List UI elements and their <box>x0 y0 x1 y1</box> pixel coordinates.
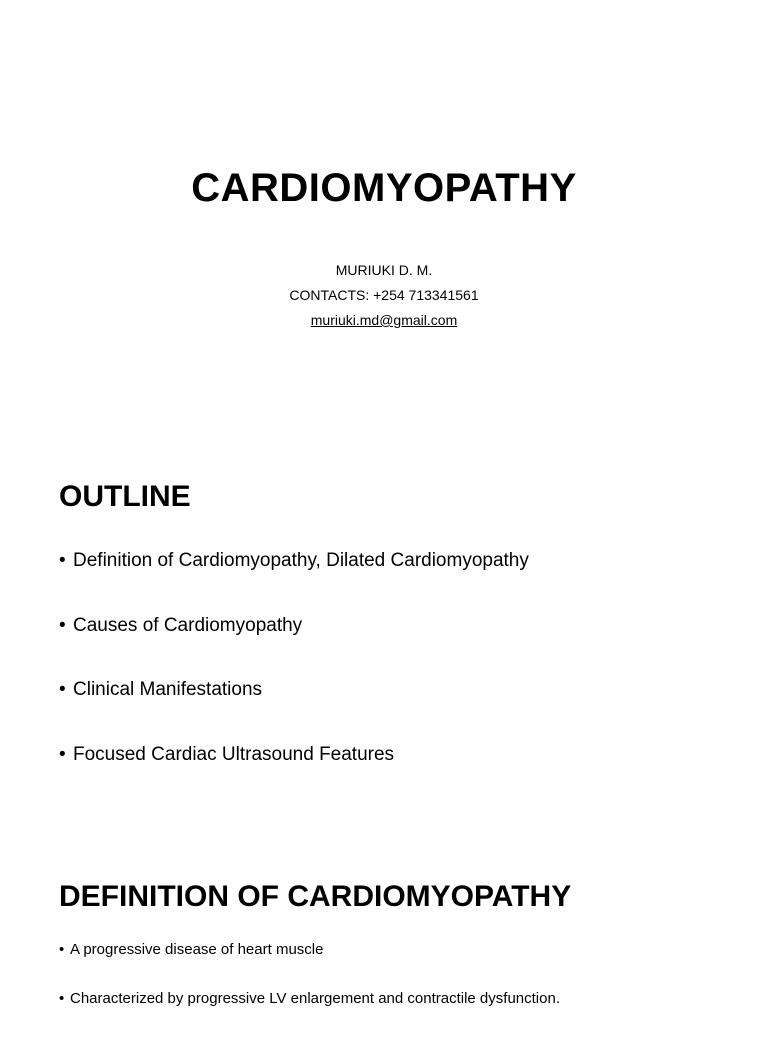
list-item <box>59 615 529 680</box>
definition-heading: DEFINITION OF CARDIOMYOPATHY <box>59 880 572 913</box>
bullet-icon: • <box>59 990 65 1007</box>
bullet-icon: • <box>59 941 65 958</box>
list-item-text: Causes of Cardiomyopathy <box>73 614 303 636</box>
list-item-text: A progressive disease of heart muscle <box>70 941 324 958</box>
subtitle-block <box>0 258 768 333</box>
author-name: MURIUKI D. M. <box>335 262 433 278</box>
bullet-icon: • <box>59 550 66 571</box>
definition-list <box>59 941 560 1039</box>
bullet-icon: • <box>59 679 66 700</box>
outline-list <box>59 550 529 808</box>
outline-slide <box>0 432 768 848</box>
list-item <box>59 679 529 744</box>
definition-slide <box>0 848 768 1024</box>
title-slide <box>0 0 768 432</box>
contact-email-line <box>0 308 768 333</box>
list-item <box>59 990 560 1039</box>
list-item-text: Focused Cardiac Ultrasound Features <box>73 743 395 765</box>
email-link[interactable]: muriuki.md@gmail.com <box>310 312 458 328</box>
list-item-text: Definition of Cardiomyopathy, Dilated Cardiomyopathy <box>73 550 529 571</box>
slide-title: CARDIOMYOPATHY <box>191 166 577 210</box>
list-item <box>59 744 529 809</box>
list-item <box>59 550 529 615</box>
bullet-icon: • <box>59 614 66 636</box>
list-item <box>59 941 560 990</box>
list-item-text: Clinical Manifestations <box>73 679 263 700</box>
list-item-text: Characterized by progressive LV enlargement and contractile dysfunction. <box>70 990 560 1007</box>
bullet-icon: • <box>59 743 66 765</box>
outline-heading: OUTLINE <box>59 480 191 513</box>
contact-phone: CONTACTS: +254 713341561 <box>289 287 479 303</box>
